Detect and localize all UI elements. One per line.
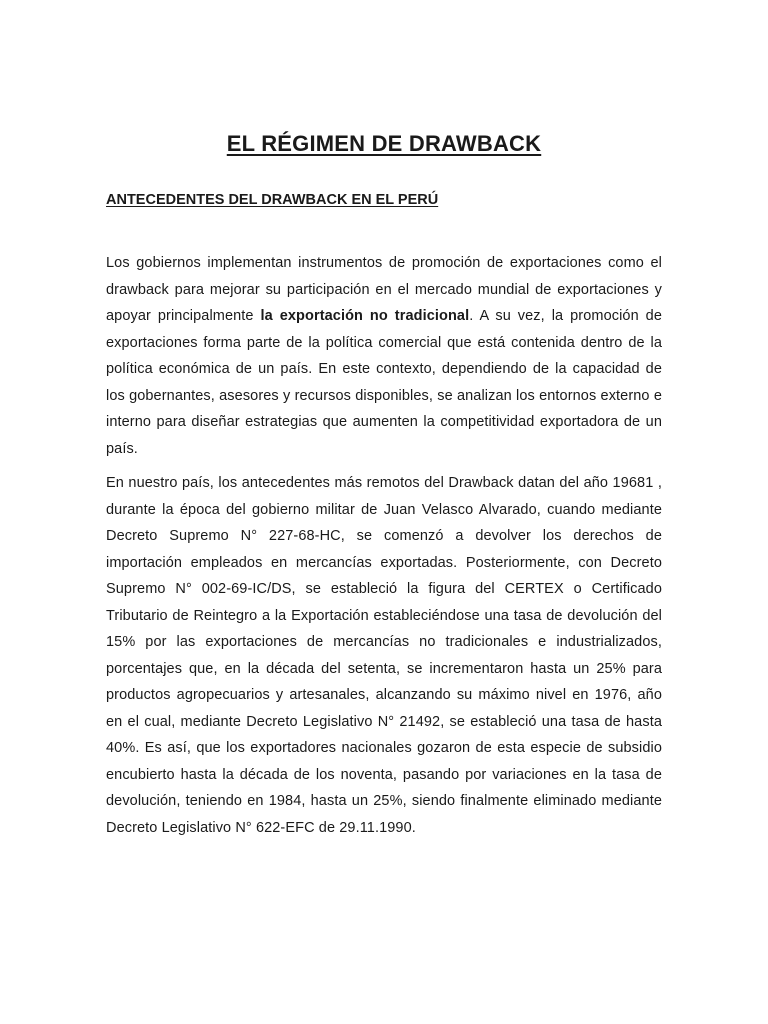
paragraph-intro [106,250,662,462]
paragraph-intro-bold-phrase: la exportación no tradicional [260,308,470,324]
section-heading: ANTECEDENTES DEL DRAWBACK EN EL PERÚ [106,192,439,208]
paragraph-intro-text-end: . A su vez, la promoción de exportaciones forma parte de la política comercial que está contenida dentro de la política económica de un país. En este contexto, dependiendo de la capacidad de los gobernantes, asesores y recursos disponibles, se analizan los entornos externo e interno para diseñar estrategias que aumenten la competitividad exportadora de un país. [106,308,662,457]
document-title: EL RÉGIMEN DE DRAWBACK [226,131,542,156]
paragraph-history: En nuestro país, los antecedentes más remotos del Drawback datan del año 19681 , durante la época del gobierno militar de Juan Velasco Alvarado, cuando mediante Decreto Supremo N° 227-68-HC, se comenzó a devolver los derechos de importación empleados en mercancías exportadas. Posteriormente, con Decreto Supremo N° 002-69-IC/DS, se estableció la figura del CERTEX o Certificado Tributario de Reintegro a la Exportación estableciéndose una tasa de devolución del 15% por las exportaciones de mercancías no tradicionales e industrializados, porcentajes que, en la década del setenta, se incrementaron hasta un 25% para productos agropecuarios y artesanales, alcanzando su máximo nivel en 1976, año en el cual, mediante Decreto Legislativo N° 21492, se estableció una tasa de hasta 40%. Es así, que los exportadores nacionales gozaron de esta especie de subsidio encubierto hasta la década de los noventa, pasando por variaciones en la tasa de devolución, teniendo en 1984, hasta un 25%, siendo finalmente eliminado mediante Decreto Legislativo N° 622-EFC de 29.11.1990. [106,475,662,836]
paragraph-intro-text-start: Los gobiernos implementan instrumentos de promoción de exportaciones como el drawback para mejorar su participación en el mercado mundial de exportaciones y apoyar principalmente [106,255,662,324]
